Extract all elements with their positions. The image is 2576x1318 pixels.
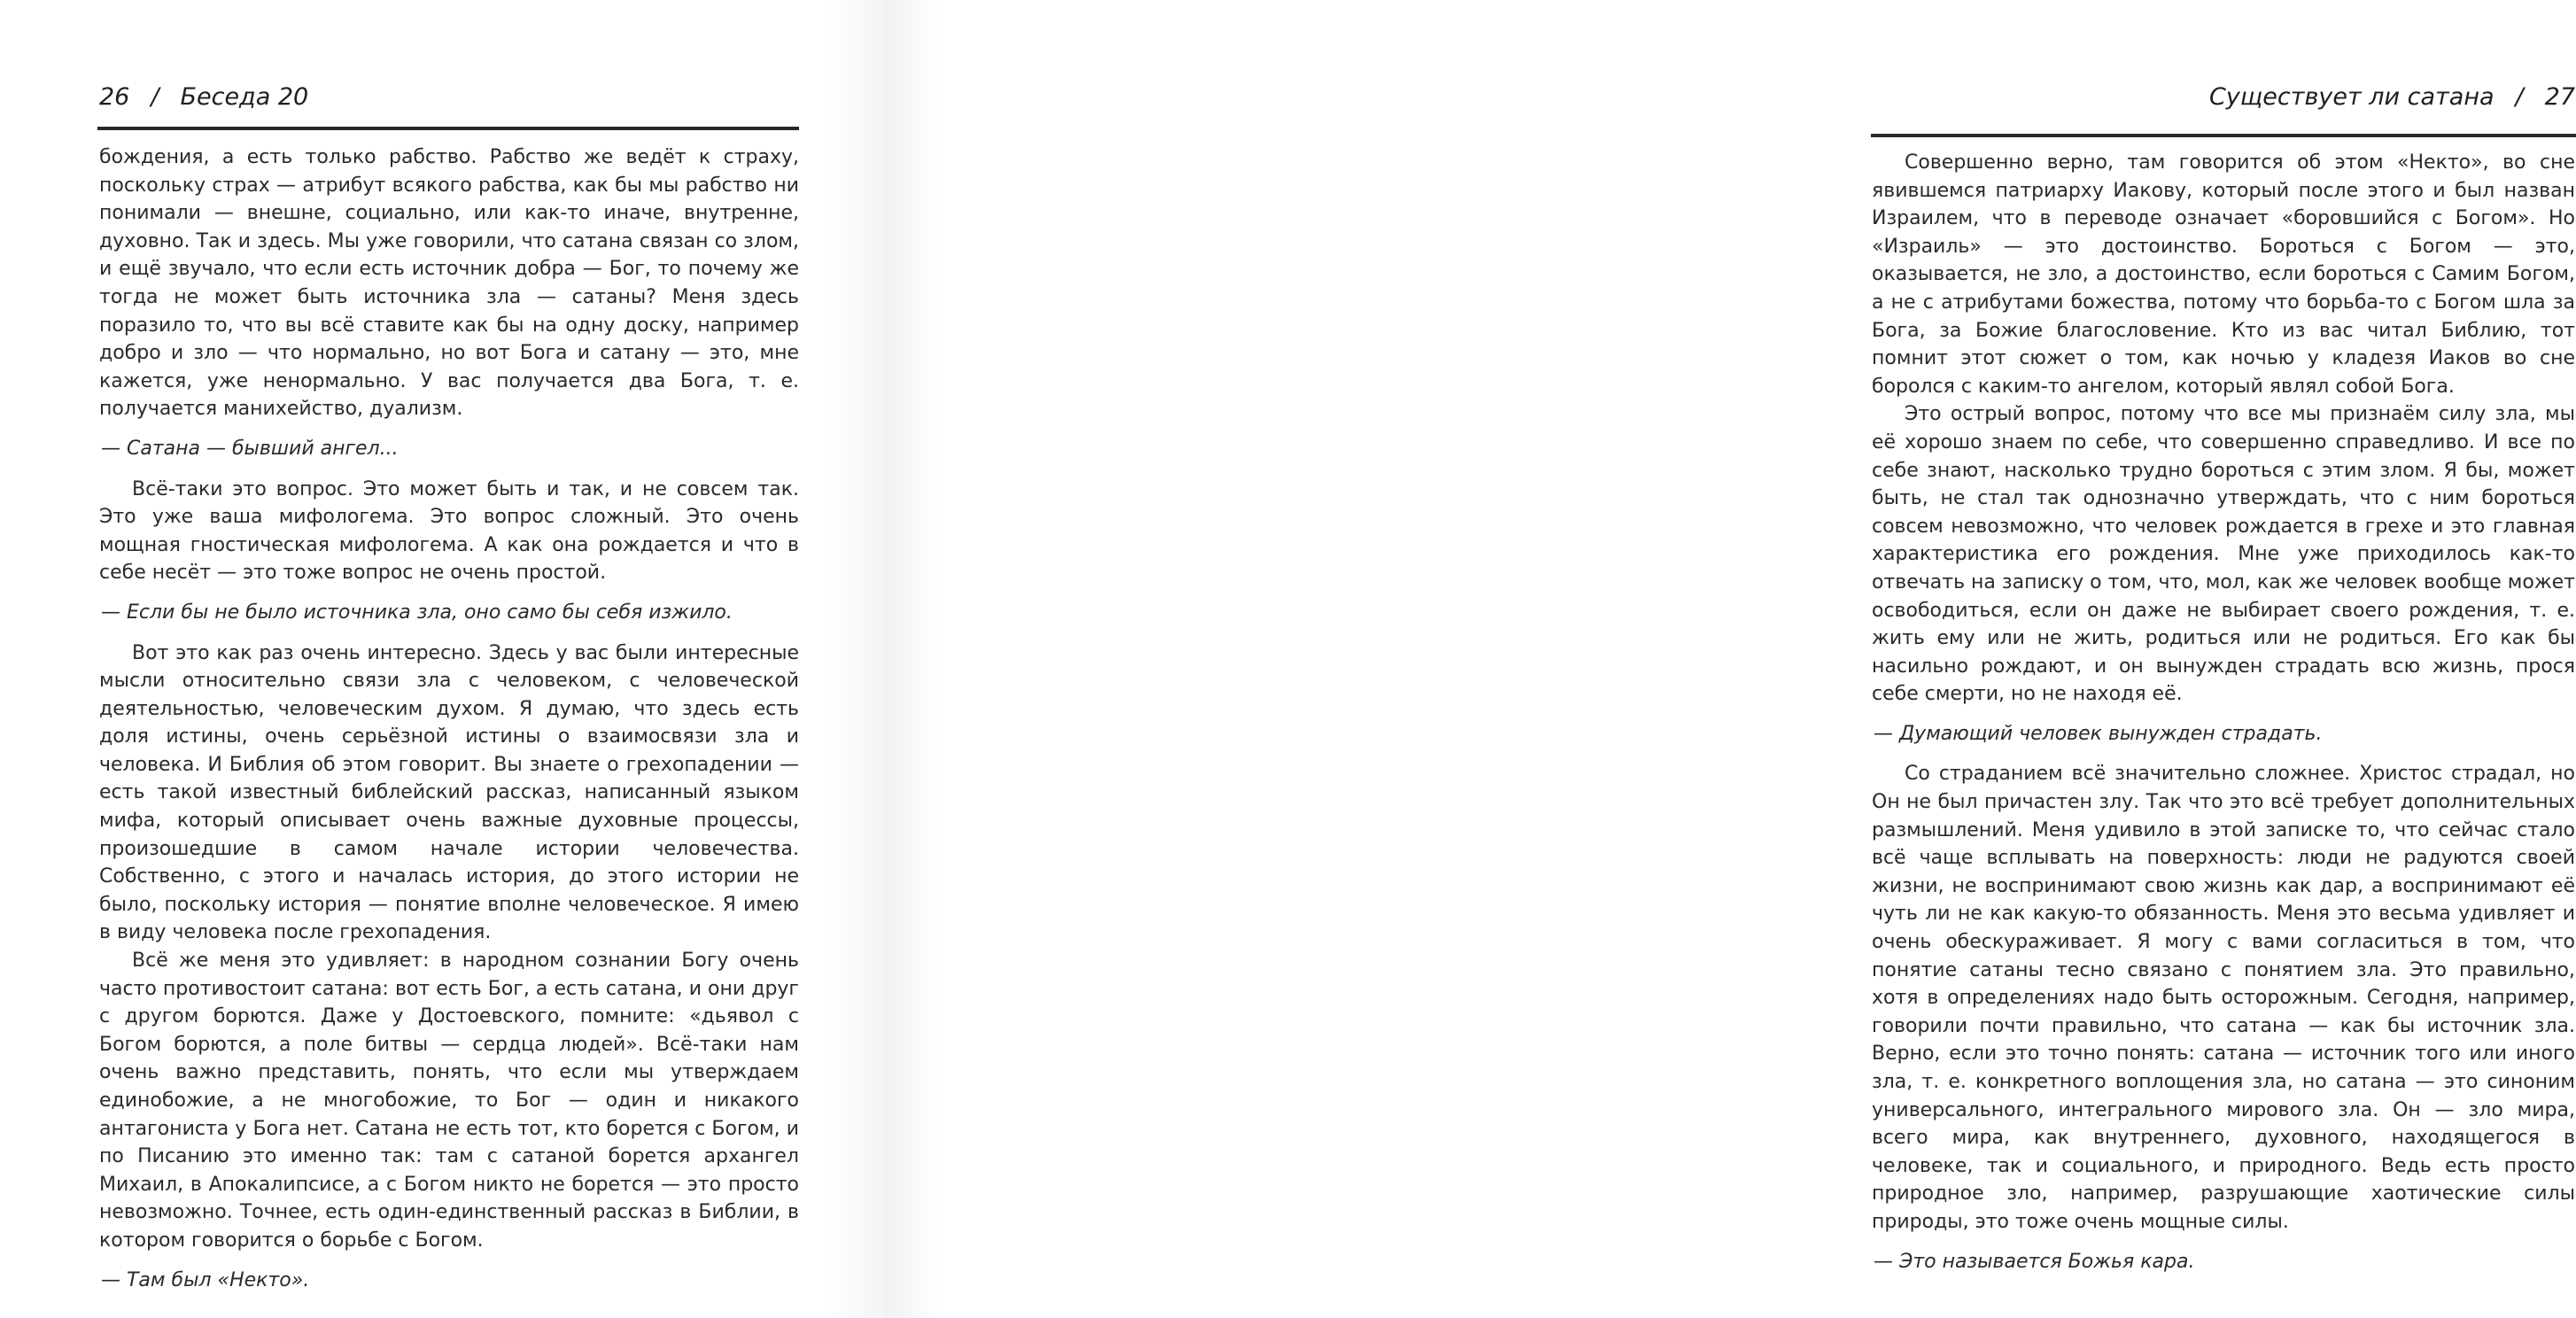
right-page <box>886 0 2575 1318</box>
dialog-line: — Это называется Божья кара. <box>1874 1250 2195 1273</box>
dialog-line: — Думающий человек вынужден страдать. <box>1874 722 2323 745</box>
left-text-column <box>99 143 799 1306</box>
paragraph: Совершенно верно, там говорится об этом «Некто», во сне явившемся патриарху Иакову, который после этого и был назван Израилем, что в переводе означает «боровшийся с Богом». Но «Израиль» — это достоинство. Бороться с Богом — это, оказывается, не зло, а достоинство, если бороться с Самим Богом, а не с атрибутами божества, потому что борьба-то с Богом шла за Бога, за Божие благословение. Кто из вас читал Библию, тот помнит этот сюжет о том, как ночью у кладезя Иаков во сне боролся с каким-то ангелом, который являл собой Бога. <box>1872 151 2575 398</box>
right-page-number: 27 <box>2544 83 2575 111</box>
right-chapter-title: Существует ли сатана <box>2209 83 2495 111</box>
paragraph: Вот это как раз очень интересно. Здесь у вас были интересные мысли относительно связи зла с человеком, с человеческой деятельностью, человеческим духом. Я думаю, что здесь есть доля истины, очень серьёзной истины о взаимосвязи зла и человека. И Библия об этом говорит. Вы знаете о грехопадении — есть такой известный библейский рассказ, написанный языком мифа, который описывает очень важные духовные процессы, произошедшие в самом начале истории человечества. Собственно, с этого и началась история, до этого истории не было, поскольку история — понятие вполне человеческое. Я имею в виду человека после грехопадения. <box>99 641 799 944</box>
left-chapter-title: Беседа 20 <box>180 83 309 111</box>
left-running-head <box>99 83 799 122</box>
left-head-separator: / <box>151 83 159 111</box>
dialog-line: — Если бы не было источника зла, оно само бы себя изжило. <box>101 601 733 624</box>
right-running-head <box>1872 83 2575 122</box>
paragraph: Всё же меня это удивляет: в народном сознании Богу очень часто противостоит сатана: вот есть Бог, а есть сатана, и они друг с другом борются. Даже у Достоевского, помните: «дьявол с Богом борются, а поле битвы — сердца людей». Всё-таки нам очень важно представить, понять, что если мы утверждаем единобожие, а не многобожие, то Бог — один и никакого антагониста у Бога нет. Сатана не есть тот, кто борется с Богом, и по Писанию это именно так: там с сатаной борется архангел Михаил, в Апокалипсисе, а с Богом никто не борется — это просто невозможно. Точнее, есть один-единственный рассказ в Библии, в котором говорится о борьбе с Богом. <box>99 950 799 1252</box>
right-text-column <box>1872 149 2575 1288</box>
dialog-line: — Сатана — бывший ангел... <box>101 437 399 460</box>
paragraph: Со страданием всё значительно сложнее. Христос страдал, но Он не был причастен злу. Так что это всё требует дополнительных размышлений. Меня удивило в этой записке то, что сейчас стало всё чаще всплывать на поверхность: люди не радуются своей жизни, не воспринимают свою жизнь как дар, а воспринимают её чуть ли не как какую-то обязанность. Меня это весьма удивляет и очень обескураживает. Я могу с вами согласиться в том, что понятие сатаны тесно связано с понятием зла. Это правильно, хотя в определениях надо быть осторожным. Сегодня, например, говорили почти правильно, что сатана — как бы источник зла. Верно, если это точно понять: сатана — источник того или иного зла, т. е. конкретного воплощения зла, но сатана — это синоним универсального, интегрального мирового зла. Он — зло мира, всего мира, как внутреннего, духовного, находящегося в человеке, так и социального, и природного. Ведь есть просто природное зло, например, разрушающие хаотические силы природы, это тоже очень мощные силы. <box>1872 763 2575 1233</box>
paragraph: Всё-таки это вопрос. Это может быть и так, и не совсем так. Это уже ваша мифологема. Это вопрос сложный. Это очень мощная гностическая мифологема. А как она рождается и что в себе несёт — это тоже вопрос не очень простой. <box>99 477 799 585</box>
paragraph: бождения, а есть только рабство. Рабство же ведёт к страху, поскольку страх — атрибут всякого рабства, как бы мы рабство ни понимали — внешне, социально, или как-то иначе, внутренне, духовно. Так и здесь. Мы уже говорили, что сатана связан со злом, и ещё звучало, что если есть источник добра — Бог, то почему же тогда не может быть источника зла — сатаны? Меня здесь поразило то, что вы всё ставите как бы на одну доску, например добро и зло — что нормально, но вот Бога и сатану — это, мне кажется, уже ненормально. У вас получается два Бога, т. е. получается манихейство, дуализм. <box>99 146 799 421</box>
left-page-number: 26 <box>99 83 130 111</box>
dialog-line: — Там был «Некто». <box>101 1268 310 1291</box>
left-page <box>0 0 886 1318</box>
right-head-separator: / <box>2515 83 2524 111</box>
left-header-rule <box>97 127 799 130</box>
paragraph: Это острый вопрос, потому что все мы признаём силу зла, мы её хорошо знаем по себе, что совершенно справедливо. И все по себе знают, насколько трудно бороться с этим злом. Я бы, может быть, не стал так однозначно утверждать, что с ним бороться совсем невозможно, что человек рождается в грехе и это главная характеристика его рождения. Мне уже приходилось как-то отвечать на записку о том, что, мол, как же человек вообще может освободиться, если он даже не выбирает своего рождения, т. е. жить ему или не жить, родиться или не родиться. Его как бы насильно рождают, и он вынужден страдать всю жизнь, прося себе смерти, но не находя её. <box>1872 403 2575 706</box>
right-header-rule <box>1871 134 2576 137</box>
